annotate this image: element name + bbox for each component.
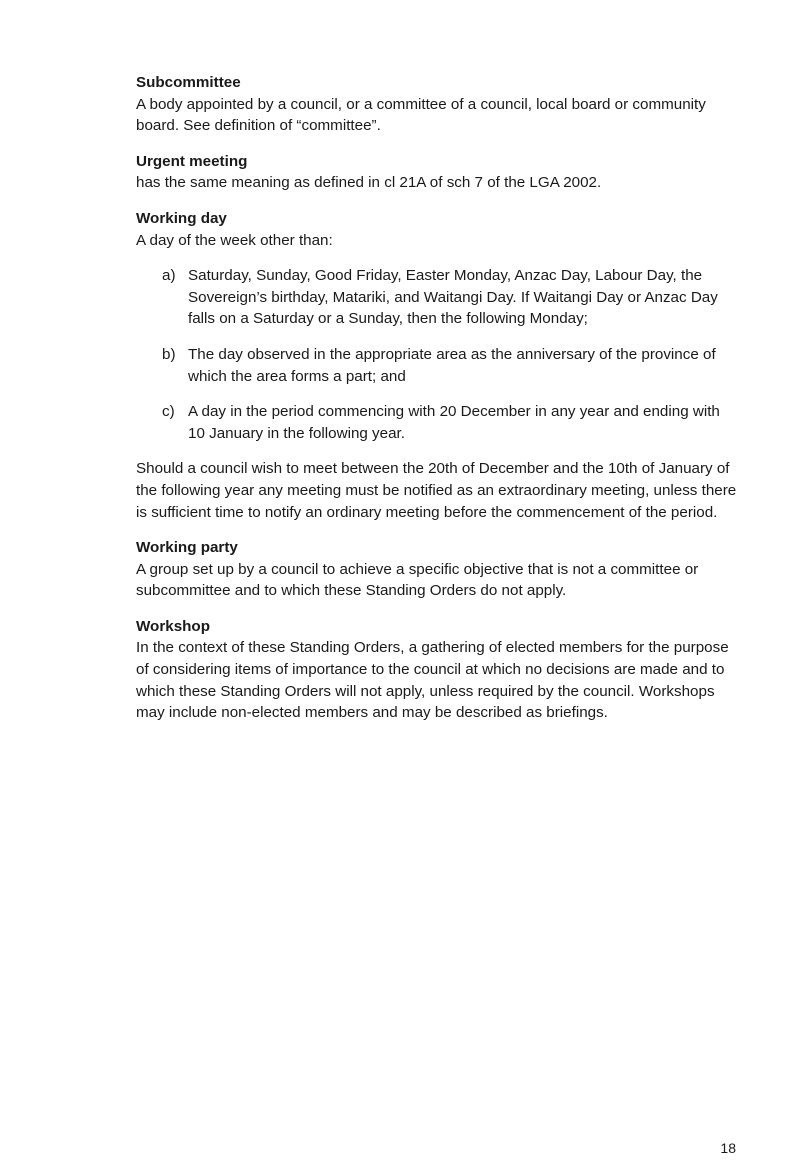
term-heading: Working day — [136, 209, 227, 227]
term-definition: A group set up by a council to achieve a specific objective that is not a committee or subcommittee and to which these Standing Orders do not apply. — [136, 560, 699, 600]
term-definition: A body appointed by a council, or a committee of a council, local board or community board. See definition of “committee”. — [136, 95, 706, 135]
working-day-note: Should a council wish to meet between the 20th of December and the 10th of January of the following year any meeting must be notified as an extraordinary meeting, unless there is sufficient time to notify an ordinary meeting before the commencement of the period. — [136, 460, 737, 521]
term-definition: A day of the week other than: — [136, 231, 333, 249]
term-heading: Subcommittee — [136, 74, 241, 91]
list-marker: c) — [162, 403, 175, 421]
list-item — [136, 265, 740, 330]
definition-subcommittee — [136, 72, 740, 137]
page-number: 18 — [720, 1140, 736, 1156]
term-heading: Workshop — [136, 617, 210, 635]
term-heading: Urgent meeting — [136, 152, 248, 170]
document-page — [136, 72, 740, 738]
list-item — [136, 401, 740, 444]
definition-urgent-meeting — [136, 151, 740, 194]
list-item-text: The day observed in the appropriate area as the anniversary of the province of which the area forms a part; and — [188, 345, 716, 385]
term-definition: In the context of these Standing Orders, a gathering of elected members for the purpose of considering items of importance to the council at which no decisions are made and to which these Standing Orders will not apply, unless required by the council. Workshops may include non-elected members and may be described as briefings. — [136, 639, 729, 722]
list-item-text: A day in the period commencing with 20 December in any year and ending with 10 January in the following year. — [188, 403, 720, 442]
list-item — [136, 344, 740, 387]
list-item-text: Saturday, Sunday, Good Friday, Easter Monday, Anzac Day, Labour Day, the Sovereign’s birthday, Matariki, and Waitangi Day. If Waitangi Day or Anzac Day falls on a Saturday or a Sunday, then the following Monday; — [188, 267, 718, 328]
term-heading: Working party — [136, 539, 238, 557]
working-day-exclusion-list — [136, 265, 740, 444]
definition-working-day — [136, 208, 740, 523]
list-marker: b) — [162, 345, 176, 363]
definition-workshop — [136, 616, 740, 724]
list-marker: a) — [162, 267, 176, 285]
definition-working-party — [136, 537, 740, 602]
term-definition: has the same meaning as defined in cl 21A of sch 7 of the LGA 2002. — [136, 174, 602, 192]
